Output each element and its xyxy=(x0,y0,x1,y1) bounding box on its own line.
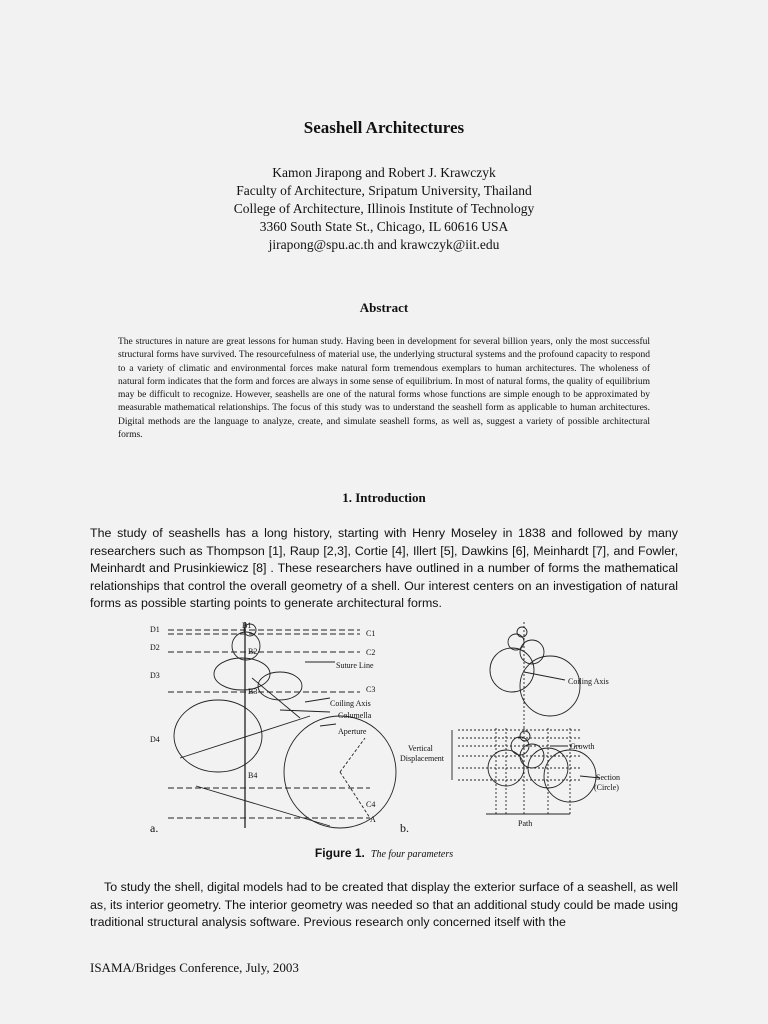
label-columella: Columella xyxy=(338,711,372,720)
caption-label: Figure 1 xyxy=(314,846,362,860)
label-growth: Growth xyxy=(570,742,595,751)
author-block xyxy=(0,164,768,254)
label-b2: B2 xyxy=(248,647,258,656)
page-footer: ISAMA/Bridges Conference, July, 2003 xyxy=(90,960,299,975)
label-c2: C2 xyxy=(366,648,376,657)
figure-panel-a xyxy=(168,622,396,828)
label-b4: B4 xyxy=(248,771,258,780)
label-a: A xyxy=(370,815,376,824)
label-coiling-axis-a: Coiling Axis xyxy=(330,699,371,708)
abstract-body xyxy=(118,336,650,442)
intro-paragraph-2: To study the shell, digital models had to be created that display the exterior surface of a seashell, as well as, its interior geometry. The interior geometry was needed so that an additional study could be made using traditional structural analysis software. Previous research only concerned itself with the xyxy=(90,880,678,929)
caption-text: The four parameters xyxy=(370,849,454,860)
label-c4: C4 xyxy=(366,800,376,809)
address: 3360 South State St., Chicago, IL 60616 USA xyxy=(259,219,509,234)
caption-period: . xyxy=(361,846,365,860)
label-b3: B3 xyxy=(248,687,258,696)
label-d4: D4 xyxy=(150,735,160,744)
label-c1: C1 xyxy=(366,629,376,638)
panel-b-label: b. xyxy=(400,821,409,835)
section-heading-introduction: 1. Introduction xyxy=(342,490,426,505)
label-vertical: Vertical xyxy=(408,744,433,753)
label-displacement: Displacement xyxy=(400,754,444,763)
abstract-text: The structures in nature are great lessons for human study. Having been in development for several billion years, only the most successful structural forms have survived. The resourcefulness of material use, the underlying structural systems and the profound capacity to respond to a variety of climatic and environmental forces make natural form tremendous exemplars to human architectures. The wholeness of natural form indicates that the form and forces are always in some sense of equilibrium. In most of natural forms, the quality of equilibrium may be difficult to recognize. However, seashells are one of the natural forms whose functions are simple enough to be approximated by measurable mathematical relationships. The focus of this study was to understand the seashell form as applicable to human architectures. Digital methods are the language to analyze, create, and simulate seashell forms, as well as, suggest a variety of possible architectural forms. xyxy=(118,337,650,441)
label-b1: B1 xyxy=(242,621,252,630)
panel-a-label: a. xyxy=(150,821,159,835)
label-aperture: Aperture xyxy=(338,727,367,736)
abstract-heading: Abstract xyxy=(359,300,409,315)
figure-panel-a-labels xyxy=(150,621,376,835)
label-section: Section xyxy=(596,773,620,782)
figure-panel-b xyxy=(452,622,600,814)
paper-title: Seashell Architectures xyxy=(303,118,465,137)
label-c3: C3 xyxy=(366,685,376,694)
label-d2: D2 xyxy=(150,643,160,652)
figure-1 xyxy=(140,618,640,840)
label-suture-line: Suture Line xyxy=(336,661,374,670)
label-circle: (Circle) xyxy=(594,783,619,792)
label-d1: D1 xyxy=(150,625,160,634)
affiliation-2: College of Architecture, Illinois Institute of Technology xyxy=(233,201,535,216)
author-names: Kamon Jirapong and Robert J. Krawczyk xyxy=(272,165,496,180)
intro-paragraph-1: The study of seashells has a long history, starting with Henry Moseley in 1838 and followed by many researchers such as Thompson [1], Raup [2,3], Cortie [4], Illert [5], Dawkins [6], Meinhardt [7], and Fowler, Meinhardt and Prusinkiewicz [8] . These researchers have outlined in a number of forms the mathematical relationships that control the overall geometry of a shell. Our interest centers on an investigation of natural forms as possible starting points to generate architectural forms. xyxy=(90,526,678,610)
label-path: Path xyxy=(518,819,533,828)
label-d3: D3 xyxy=(150,671,160,680)
emails: jirapong@spu.ac.th and krawczyk@iit.edu xyxy=(268,237,500,252)
figure-caption xyxy=(0,846,768,861)
label-coiling-axis-b: Coiling Axis xyxy=(568,677,609,686)
affiliation-1: Faculty of Architecture, Sripatum University, Thailand xyxy=(236,183,532,198)
